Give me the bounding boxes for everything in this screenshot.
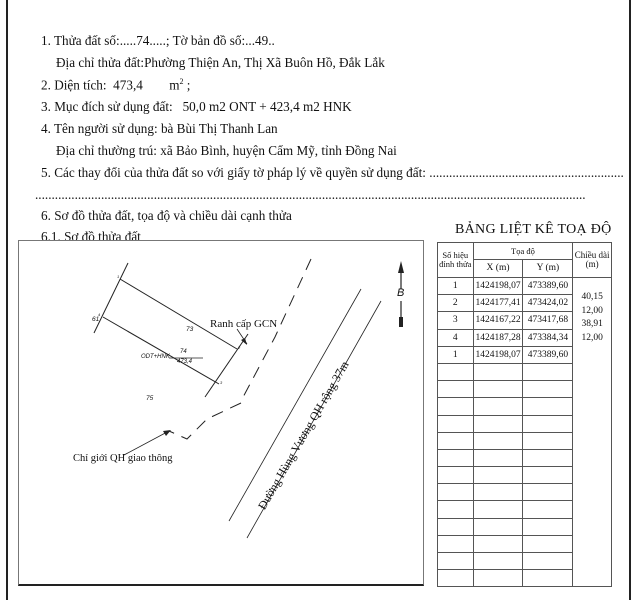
- cell-id: [438, 432, 474, 449]
- cell-x: 1424198,07: [473, 278, 523, 295]
- area-suffix: ;: [186, 77, 191, 93]
- neighbor-parcel-61: 61: [92, 316, 100, 323]
- cell-id: [438, 570, 474, 587]
- item-3-land-use: [41, 99, 352, 115]
- vertex-label: 2: [238, 345, 241, 350]
- parcel-land-use-code: ODT+HNK: [141, 354, 170, 360]
- residence-label: Địa chỉ thường trú:: [56, 143, 157, 158]
- cell-x: [473, 518, 523, 535]
- vertex-label: 4: [98, 312, 101, 317]
- edge-length: 12,00: [581, 305, 603, 316]
- road-label: Đường Hùng Vương QH rộng 37m: [255, 358, 352, 512]
- north-arrow-icon: [398, 261, 404, 273]
- cell-y: 473417,68: [523, 312, 573, 329]
- edge-length: 38,91: [581, 319, 603, 329]
- residence-value: xã Bảo Bình, huyện Cẩm Mỹ, tỉnh Đồng Nai: [160, 143, 397, 158]
- boundary-label: Ranh cấp GCN: [210, 318, 278, 330]
- north-label: B: [397, 287, 405, 299]
- cell-x: [473, 484, 523, 501]
- cell-x: [473, 570, 523, 587]
- boundary-label-arrowhead: [241, 338, 247, 345]
- parcel-area-label: 473,4: [177, 359, 193, 365]
- cell-id: 3: [438, 312, 474, 329]
- parcel-label: 1. Thửa đất số:: [41, 33, 120, 48]
- length-column: [573, 278, 612, 587]
- cell-y: [523, 484, 573, 501]
- cell-id: [438, 449, 474, 466]
- changes-label: 5. Các thay đổi của thửa đất so với giấy tờ pháp lý về quyền sử dụng đất:: [41, 165, 426, 180]
- area-unit-superscript: 2: [179, 77, 184, 86]
- planning-label-arrow: [124, 431, 169, 455]
- cell-x: [473, 449, 523, 466]
- owner-residence: [56, 143, 397, 159]
- parcel-south-edge: [103, 317, 219, 384]
- cell-id: 1: [438, 278, 474, 295]
- header-vertex: Số hiệu đỉnh thửa: [438, 243, 474, 278]
- cell-id: [438, 501, 474, 518]
- cell-y: [523, 570, 573, 587]
- area-label: 2. Diện tích:: [41, 77, 107, 93]
- cell-x: [473, 432, 523, 449]
- cell-y: [523, 398, 573, 415]
- cell-y: [523, 432, 573, 449]
- cell-id: [438, 518, 474, 535]
- neighbor-parcel-73: 73: [186, 326, 194, 333]
- cell-y: [523, 501, 573, 518]
- parcel-address-value: Phường Thiện An, Thị Xã Buôn Hồ, Đắk Lắk: [144, 55, 385, 70]
- cell-y: [523, 381, 573, 398]
- planning-boundary-dashed: [241, 259, 311, 401]
- parcel-address: [56, 55, 385, 71]
- north-arrow-base: [399, 317, 403, 327]
- cell-x: [473, 398, 523, 415]
- header-coordinates: Tọa độ: [473, 243, 573, 260]
- cell-id: [438, 415, 474, 432]
- cell-x: [473, 553, 523, 570]
- cell-id: 4: [438, 329, 474, 346]
- cell-x: 1424177,41: [473, 295, 523, 312]
- cell-id: 1: [438, 346, 474, 363]
- cell-y: [523, 363, 573, 380]
- parcel-north-edge: [120, 279, 237, 349]
- header-y: Y (m): [523, 260, 573, 278]
- cell-x: 1424167,22: [473, 312, 523, 329]
- land-use-value: 50,0 m2 ONT + 423,4 m2 HNK: [182, 99, 352, 114]
- cell-x: 1424198,07: [473, 346, 523, 363]
- item-4-owner: [41, 121, 278, 137]
- cell-x: [473, 363, 523, 380]
- planning-boundary-dashed-lower: [169, 403, 241, 439]
- parcel-address-label: Địa chỉ thửa đất:: [56, 55, 145, 70]
- cell-id: 2: [438, 295, 474, 312]
- owner-label: 4. Tên người sử dụng:: [41, 121, 158, 136]
- cell-id: [438, 535, 474, 552]
- cell-y: 473389,60: [523, 346, 573, 363]
- cell-id: [438, 398, 474, 415]
- parcel-number-label: 74: [180, 349, 187, 355]
- cell-x: [473, 501, 523, 518]
- coordinate-table-title: BẢNG LIỆT KÊ TOẠ ĐỘ: [455, 222, 612, 237]
- cell-id: [438, 553, 474, 570]
- map-sheet-label: ; Tờ bản đồ số:: [165, 33, 246, 48]
- map-sheet-number: 49: [255, 33, 269, 48]
- cell-y: [523, 535, 573, 552]
- changes-blank-line: .......................................................................................................................................................................: [35, 187, 586, 202]
- land-use-label: 3. Mục đích sử dụng đất:: [41, 99, 173, 114]
- edge-length: 40,15: [581, 292, 603, 302]
- cell-x: [473, 467, 523, 484]
- cell-id: [438, 381, 474, 398]
- cell-y: [523, 518, 573, 535]
- planning-boundary-label: Chỉ giới QH giao thông: [73, 453, 173, 464]
- parcel-diagram-svg: [19, 241, 423, 584]
- cell-id: [438, 484, 474, 501]
- parcel-east-edge: [205, 334, 248, 397]
- cell-y: [523, 553, 573, 570]
- edge-length: 12,00: [581, 332, 603, 343]
- cell-y: [523, 449, 573, 466]
- changes-blank: ...........................................................: [429, 165, 624, 180]
- parcel-diagram: [18, 240, 424, 586]
- cell-y: [523, 415, 573, 432]
- cell-x: [473, 535, 523, 552]
- vertex-label: 1: [117, 274, 120, 279]
- planning-label-arrowhead: [163, 430, 171, 436]
- cell-x: 1424187,28: [473, 329, 523, 346]
- cell-id: [438, 467, 474, 484]
- item-6: 6. Sơ đồ thửa đất, tọa độ và chiều dài cạnh thửa: [41, 208, 292, 223]
- area-unit: m: [169, 77, 180, 93]
- cell-y: [523, 467, 573, 484]
- cell-y: 473424,02: [523, 295, 573, 312]
- vertex-label: 3: [220, 380, 223, 385]
- cell-y: 473384,34: [523, 329, 573, 346]
- header-length: Chiều dài (m): [573, 243, 612, 278]
- item-1: 1. Thửa đất số:.....74.....; Tờ bản đồ số:...49..: [41, 33, 275, 48]
- parcel-number: 74: [136, 33, 150, 48]
- cell-x: [473, 415, 523, 432]
- cell-id: [438, 363, 474, 380]
- item-5-changes: [41, 165, 624, 181]
- coordinate-row: [438, 278, 612, 295]
- coordinate-table: [437, 242, 612, 587]
- cell-y: 473389,60: [523, 278, 573, 295]
- cell-x: [473, 381, 523, 398]
- owner-name: bà Bùi Thị Thanh Lan: [160, 121, 278, 136]
- neighbor-parcel-75: 75: [146, 395, 154, 402]
- item-6-1: 6.1. Sơ đồ thửa đất: [41, 229, 141, 244]
- area-value: 473,4: [113, 77, 143, 93]
- item-2-area: [41, 77, 190, 93]
- header-x: X (m): [473, 260, 523, 278]
